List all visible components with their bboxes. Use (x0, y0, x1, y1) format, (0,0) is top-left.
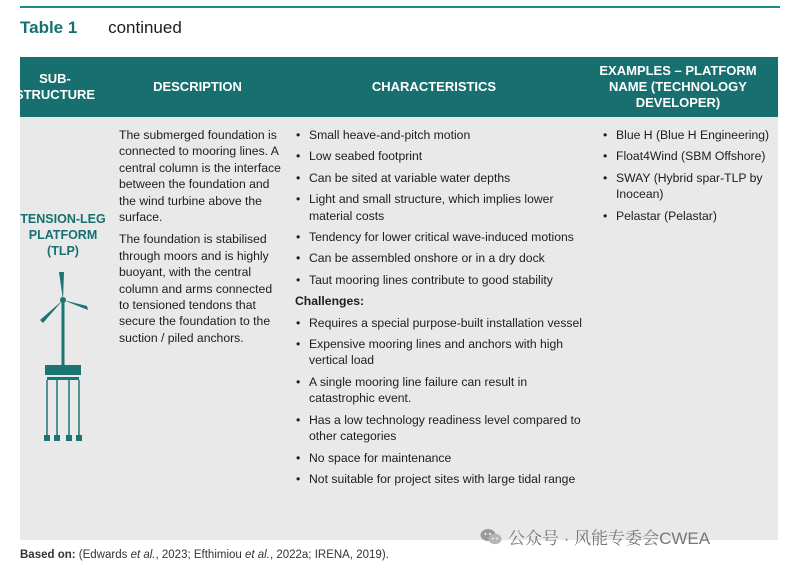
challenge-item: • A single mooring line failure can result in catastrophic event. (295, 374, 585, 407)
substructure-table (14, 57, 778, 540)
wechat-icon (480, 528, 502, 546)
example-item: • Pelastar (Pelastar) (602, 208, 777, 224)
watermark (480, 524, 710, 549)
example-item: • Float4Wind (SBM Offshore) (602, 148, 777, 164)
challenge-item: • Requires a special purpose-built installation vessel (295, 315, 585, 331)
source-note (20, 549, 389, 561)
header-examples: EXAMPLES – PLATFORM NAME (TECHNOLOGY DEVELOPER) (599, 63, 757, 110)
challenge-item: • Has a low technology readiness level compared to other categories (295, 412, 585, 445)
characteristic-item: • Taut mooring lines contribute to good stability (295, 272, 585, 288)
watermark-text: 公众号 · 风能专委会CWEA (508, 529, 711, 548)
source-text: (Edwards (75, 549, 131, 561)
challenge-item: • Expensive mooring lines and anchors with high vertical load (295, 336, 585, 369)
characteristic-item: • Can be sited at variable water depths (295, 170, 585, 186)
characteristic-item: • Low seabed footprint (295, 148, 585, 164)
challenge-item: • No space for maintenance (295, 450, 585, 466)
characteristic-item: • Small heave-and-pitch motion (295, 127, 585, 143)
characteristic-item: • Can be assembled onshore or in a dry dock (295, 250, 585, 266)
header-characteristics: CHARACTERISTICS (371, 79, 497, 94)
challenges-list (295, 315, 585, 488)
description-paragraph: The submerged foundation is connected to mooring lines. A central column is the interface between the foundation and the wind turbine above the surface. (119, 128, 281, 225)
characteristics-cell (295, 127, 585, 492)
source-etal: et al. (130, 549, 156, 561)
table-header (14, 57, 778, 117)
characteristics-list (295, 127, 585, 288)
top-rule (20, 6, 780, 8)
characteristic-item: • Light and small structure, which implies lower material costs (295, 191, 585, 224)
source-label: Based on: (20, 549, 76, 561)
source-text: , 2022a; IRENA, 2019). (269, 549, 389, 561)
example-item: • SWAY (Hybrid spar-TLP by Inocean) (602, 170, 777, 203)
substructure-name: TENSION-LEG PLATFORM (TLP) (20, 212, 106, 258)
characteristic-item: • Tendency for lower critical wave-induced motions (295, 229, 585, 245)
examples-list (602, 127, 777, 224)
header-substructure: SUB- STRUCTURE (14, 71, 96, 102)
continued-label: continued (108, 18, 182, 37)
table-label: Table 1 (20, 18, 78, 37)
examples-cell (602, 127, 777, 229)
source-text: , 2023; Efthimiou (155, 549, 245, 561)
challenge-item: • Not suitable for project sites with large tidal range (295, 471, 585, 487)
challenges-heading: Challenges: (295, 294, 365, 309)
header-description: DESCRIPTION (153, 79, 242, 94)
description-cell (119, 127, 281, 352)
tlp-wind-turbine-icon (35, 270, 91, 502)
description-paragraph: The foundation is stabilised through moors and is highly buoyant, with the central column and arms connected to tensioned tendons that secure the foundation to the suction / piled anchors. (119, 232, 273, 345)
example-item: • Blue H (Blue H Engineering) (602, 127, 777, 143)
table-title (20, 18, 182, 38)
source-etal: et al. (245, 549, 270, 561)
